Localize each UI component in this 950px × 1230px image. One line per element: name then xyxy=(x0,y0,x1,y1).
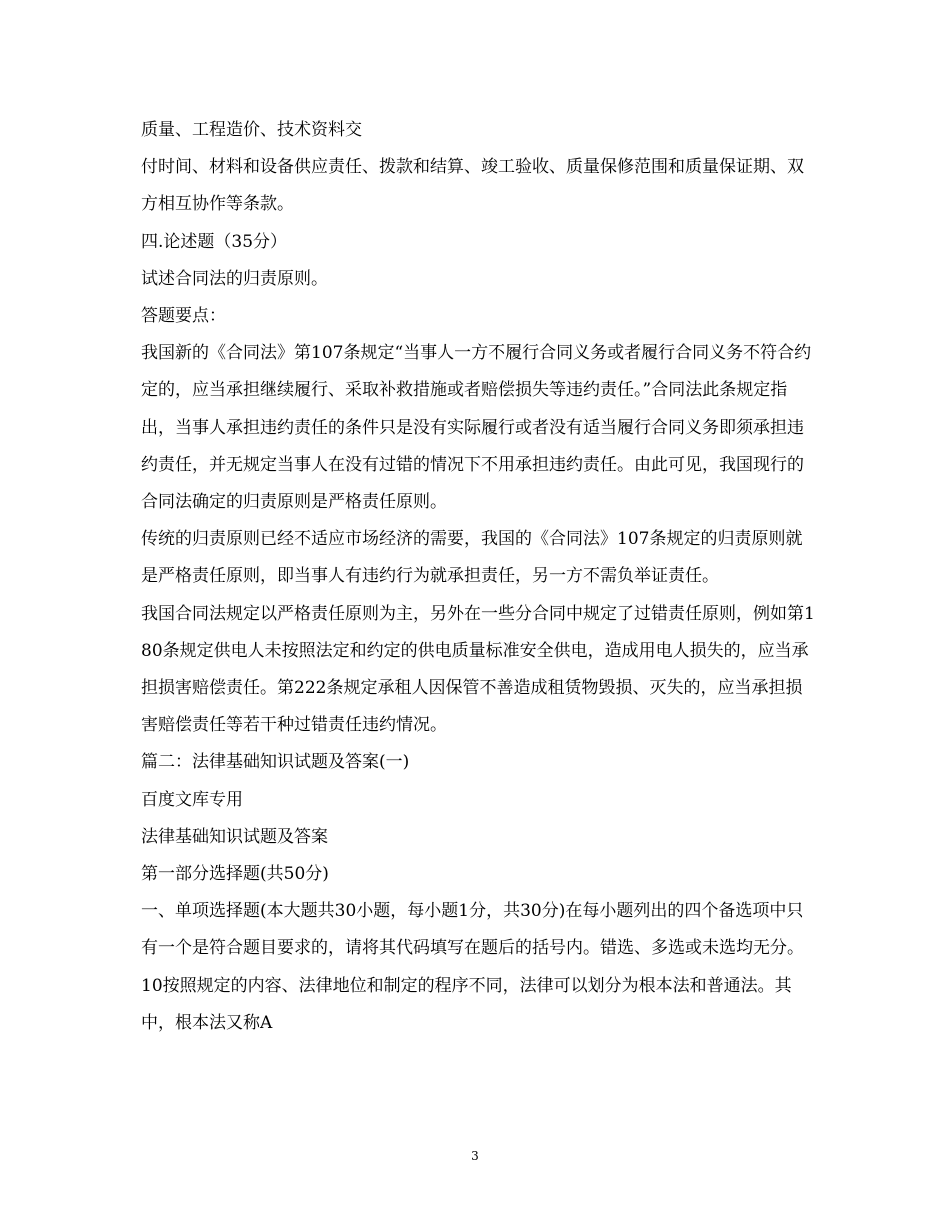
paragraph-fault-liability: 我国合同法规定以严格责任原则为主，另外在一些分合同中规定了过错责任原则，例如第180条规定供电人未按照法定和约定的供电质量标准安全供电，造成用电人损失的，应当承担损害赔偿责任。第222条规定承租人因保管不善造成租赁物毁损、灭失的，应当承担损害赔偿责任等若干种过错责任违约情况。 xyxy=(141,603,815,736)
paragraph-2: 付时间、材料和设备供应责任、拨款和结算、竣工验收、质量保修范围和质量保证期、双方相互协作等条款。 xyxy=(141,157,804,215)
paragraph-traditional-principle: 传统的归责原则已经不适应市场经济的需要，我国的《合同法》107条规定的归责原则就是严格责任原则，即当事人有违约行为就承担责任，另一方不需负举证责任。 xyxy=(141,529,803,587)
part-two-title: 篇二：法律基础知识试题及答案(一) xyxy=(141,752,410,773)
paragraph-article-107: 我国新的《合同法》第107条规定“当事人一方不履行合同义务或者履行合同义务不符合约定的，应当承担继续履行、采取补救措施或者赔偿损失等违约责任。”合同法此条规定指出，当事人承担违约责任的条件只是没有实际履行或者没有适当履行合同义务即须承担违约责任，并无规定当事人在没有过错的情况下不用承担违约责任。由此可见，我国现行的合同法确定的归责原则是严格责任原则。 xyxy=(141,343,812,513)
question-10: 10按照规定的内容、法律地位和制定的程序不同，法律可以划分为根本法和普通法。其中，根本法又称A xyxy=(141,975,792,1033)
single-choice-instructions: 一、单项选择题(本大题共30小题，每小题1分，共30分)在每小题列出的四个备选项中只有一个是符合题目要求的，请将其代码填写在题后的括号内。错选、多选或未选均无分。 xyxy=(141,901,804,959)
document-body xyxy=(141,112,816,1042)
quiz-title: 法律基础知识试题及答案 xyxy=(141,826,328,847)
library-label: 百度文库专用 xyxy=(141,789,243,810)
paragraph-1: 质量、工程造价、技术资料交 xyxy=(141,120,362,140)
section-heading-essay: 四.论述题（35分） xyxy=(141,231,288,252)
part-one-heading: 第一部分选择题(共50分) xyxy=(141,864,329,885)
page-number: 3 xyxy=(471,1149,479,1163)
essay-question: 试述合同法的归责原则。 xyxy=(141,268,328,289)
answer-points-label: 答题要点： xyxy=(141,306,226,327)
